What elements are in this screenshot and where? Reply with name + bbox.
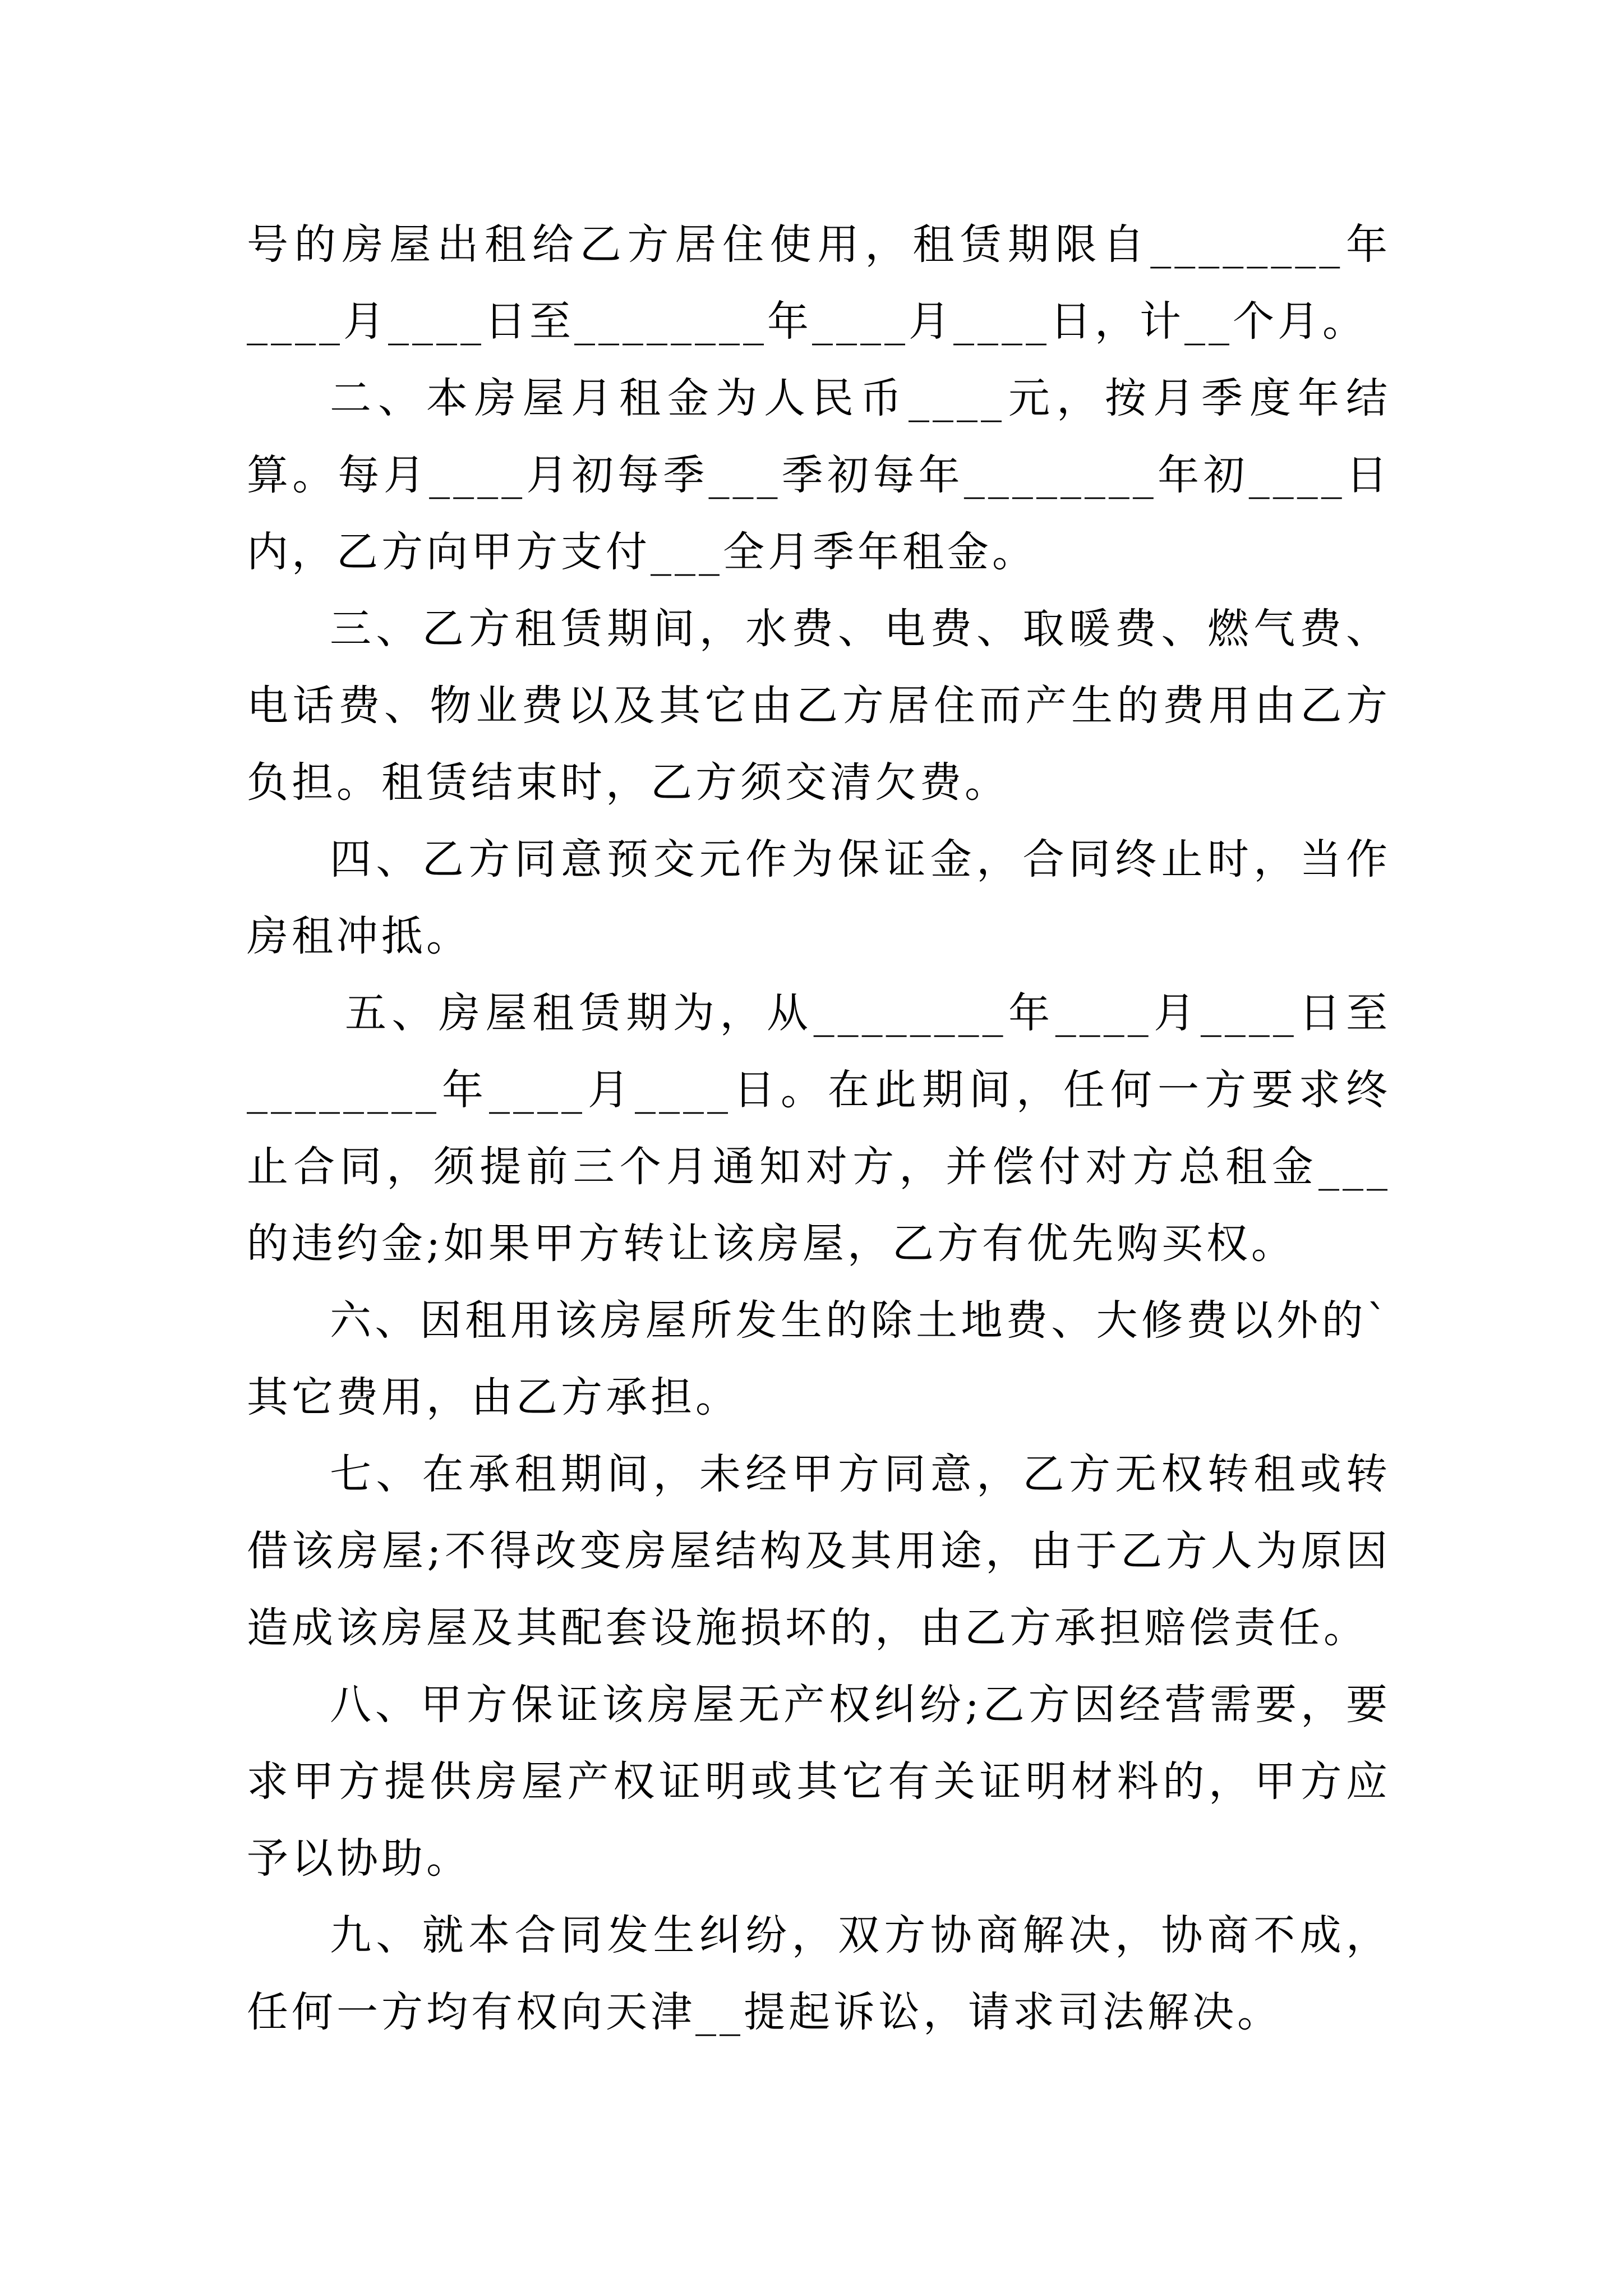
clause-4-deposit: 四、乙方同意预交元作为保证金，合同终止时，当作房租冲抵。	[247, 835, 1391, 960]
paragraph-continuation: 号的房屋出租给乙方居住使用，租赁期限自________年____月____日至________年____月____日，计__个月。	[247, 220, 1391, 346]
clause-5-term: 五、房屋租赁期为，从________年____月____日至________年____月____日。在此期间，任何一方要求终止合同，须提前三个月通知对方，并偿付对方总租金___的违约金;如果甲方转让该房屋，乙方有优先购买权。	[247, 989, 1391, 1268]
clause-6-other-fees: 六、因租用该房屋所发生的除土地费、大修费以外的`其它费用，由乙方承担。	[247, 1296, 1391, 1421]
clause-3-utilities: 三、乙方租赁期间，水费、电费、取暖费、燃气费、电话费、物业费以及其它由乙方居住而产生的费用由乙方负担。租赁结束时，乙方须交清欠费。	[247, 605, 1391, 807]
contract-body	[247, 206, 1391, 2051]
clause-9-disputes: 九、就本合同发生纠纷，双方协商解决，协商不成，任何一方均有权向天津__提起诉讼，请求司法解决。	[247, 1911, 1391, 2036]
clause-2-rent: 二、本房屋月租金为人民币____元，按月季度年结算。每月____月初每季___季初每年________年初____日内，乙方向甲方支付___全月季年租金。	[247, 374, 1391, 576]
clause-8-title: 八、甲方保证该房屋无产权纠纷;乙方因经营需要，要求甲方提供房屋产权证明或其它有关证明材料的，甲方应予以协助。	[247, 1681, 1391, 1883]
clause-7-sublease: 七、在承租期间，未经甲方同意，乙方无权转租或转借该房屋;不得改变房屋结构及其用途，由于乙方人为原因造成该房屋及其配套设施损坏的，由乙方承担赔偿责任。	[247, 1450, 1391, 1652]
